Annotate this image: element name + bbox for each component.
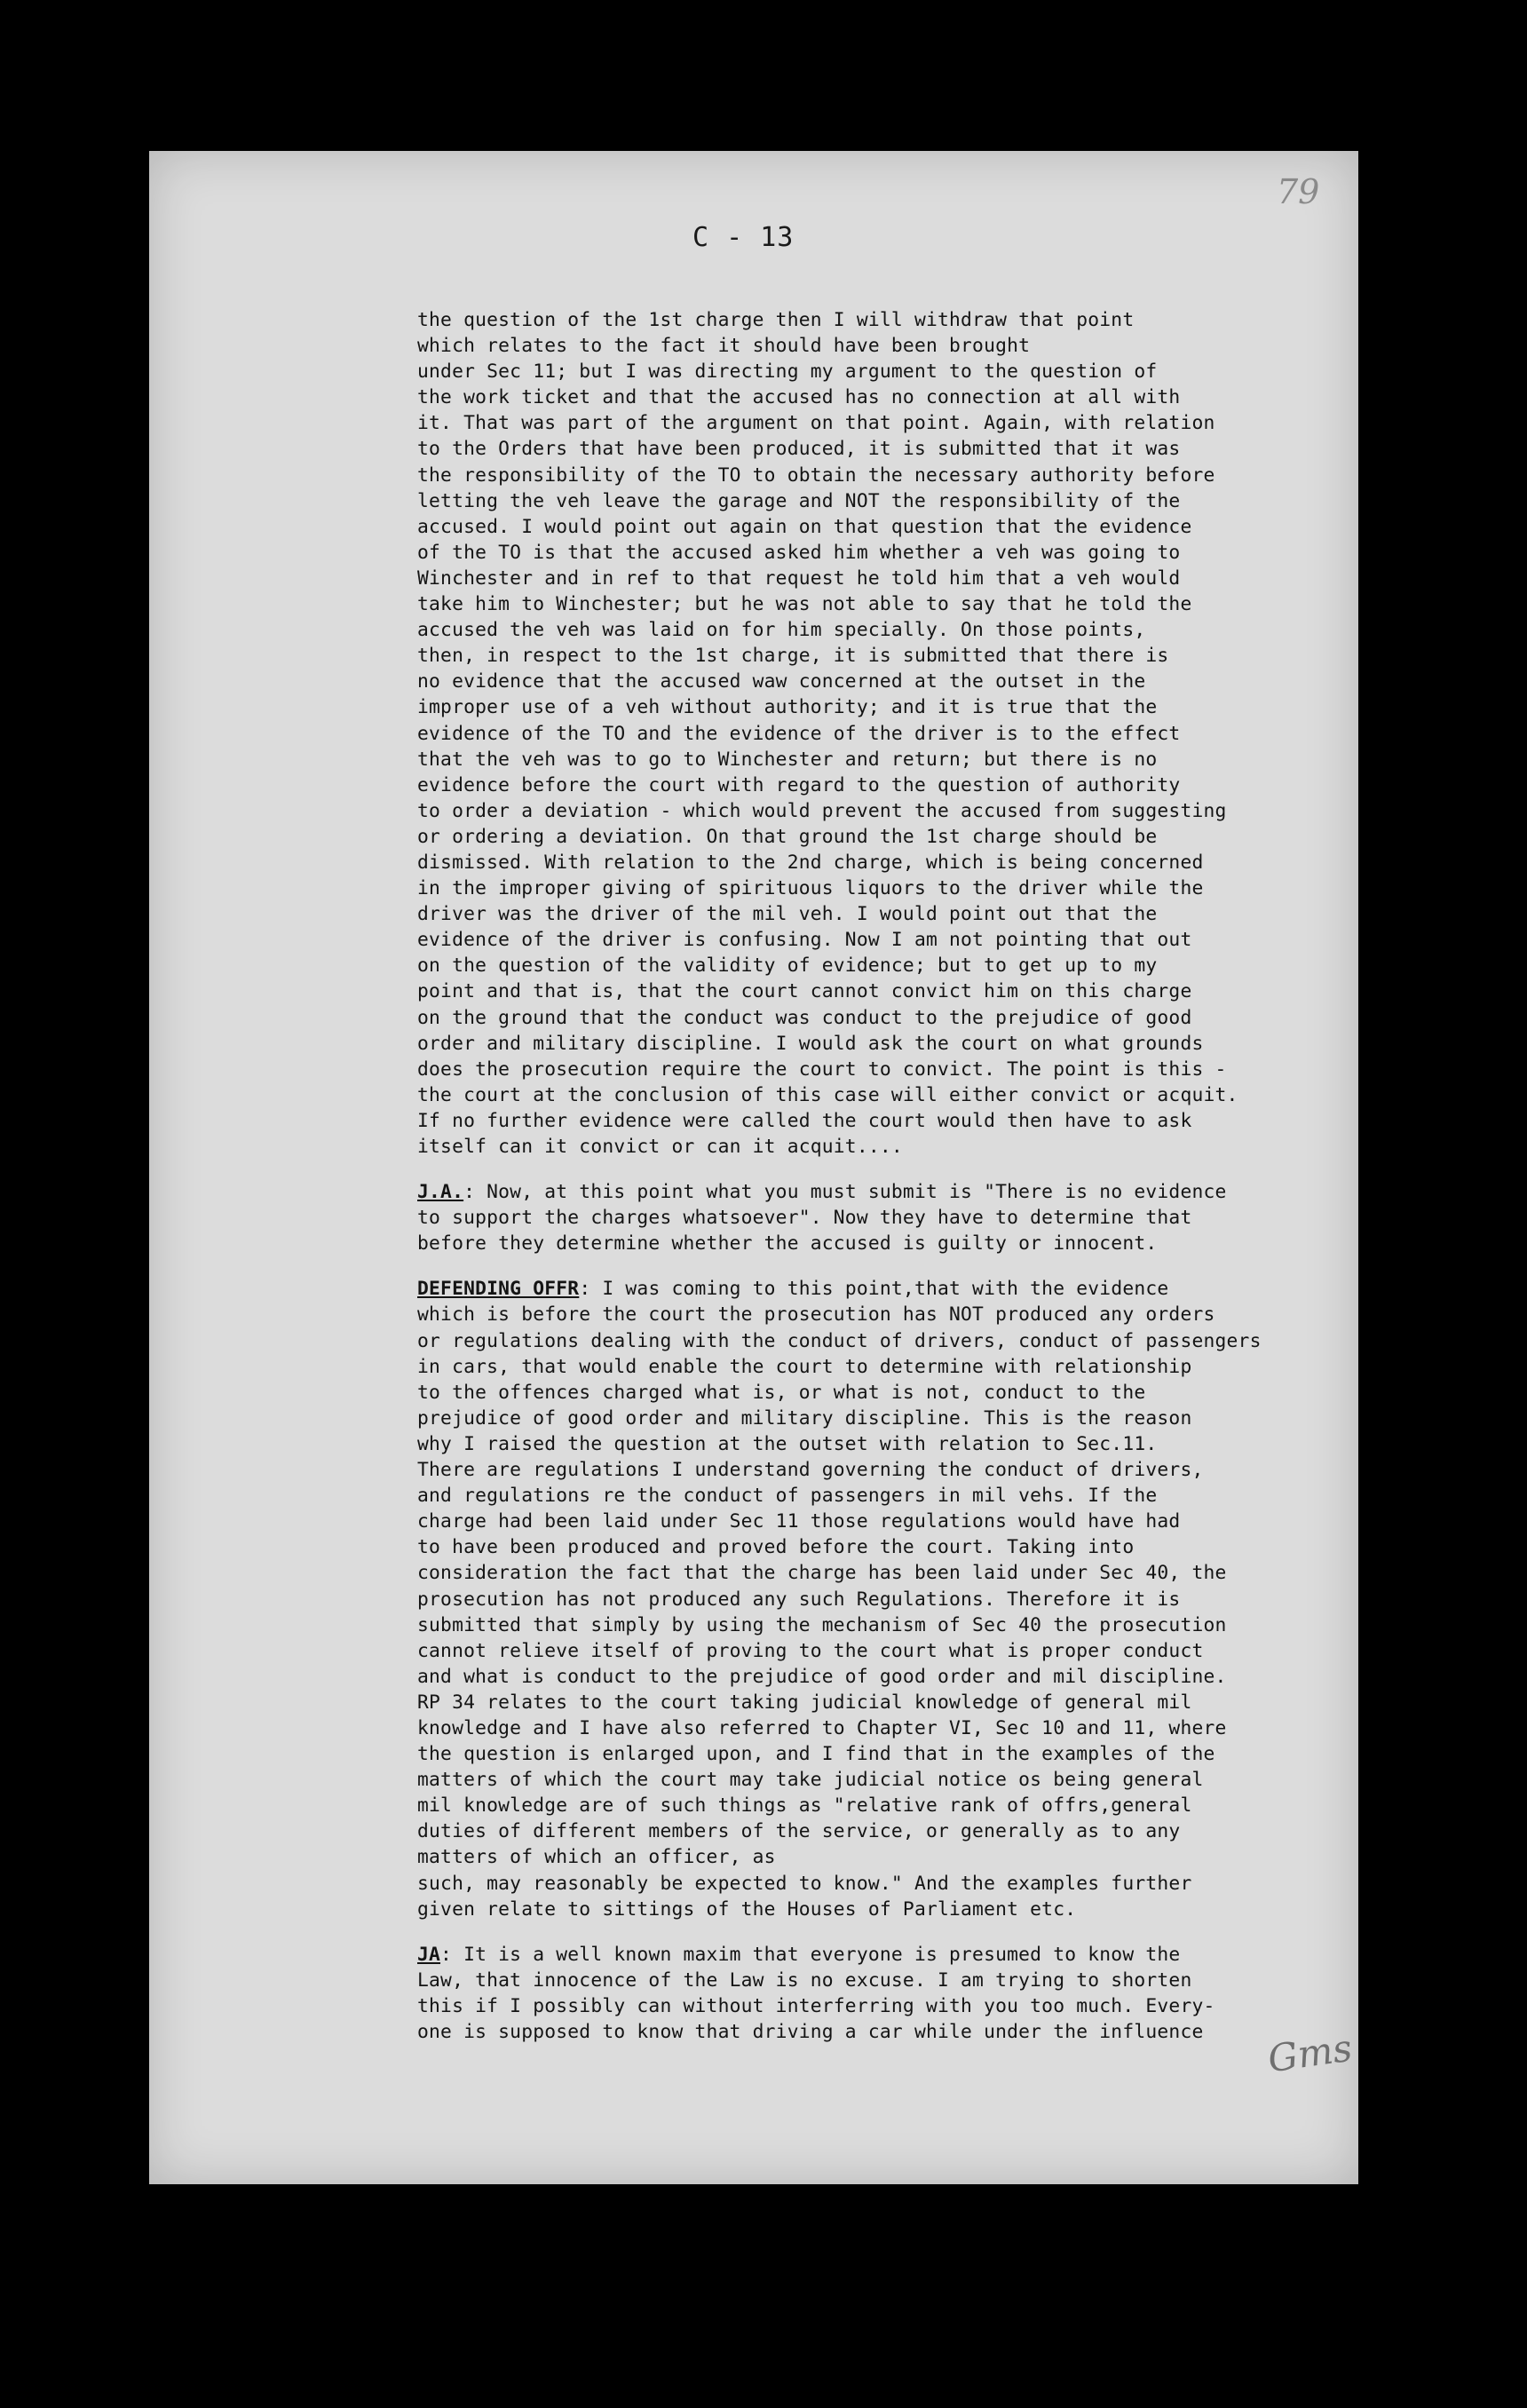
handwritten-initials: Gms xyxy=(1265,2025,1355,2081)
speaker-label: DEFENDING OFFR xyxy=(417,1278,580,1301)
paragraph-defending-officer xyxy=(417,1276,1314,1921)
page-number: C - 13 xyxy=(692,222,795,253)
speaker-label: JA xyxy=(417,1943,441,1966)
document-page xyxy=(149,151,1358,2184)
paragraph-text: the question of the 1st charge then I will withdraw that point which relates to the fact it should have been brought under Sec 11; but I was directing my argument to the question of the work ticket and that the accused has no connection at all with it. That was part of the argument on that point. Again, with relation to the Orders that have been produced, it is submitted that it was the responsibility of the TO to obtain the necessary authority before letting the veh leave the garage and NOT the responsibility of the accused. I would point out again on that question that the evidence of the TO is that the accused asked him whether a veh was going to Winchester and in ref to that request he told him that a veh would take him to Winchester; but he was not able to say that he told the accused the veh was laid on for him specially. On those points, then, in respect to the 1st charge, it is submitted that there is no evidence that the accused waw concerned at the outset in the improper use of a veh without authority; and it is true that the evidence of the TO and the evidence of the driver is to the effect that the veh was to go to Winchester and return; but there is no evidence before the court with regard to the question of authority to order a deviation - which would prevent the accused from suggesting or ordering a deviation. On that ground the 1st charge should be dismissed. With relation to the 2nd charge, which is being concerned in the improper giving of spirituous liquors to the driver while the driver was the driver of the mil veh. I would point out that the evidence of the driver is confusing. Now I am not pointing that out on the question of the validity of evidence; but to get up to my point and that is, that the court cannot convict him on this charge on the ground that the conduct was conduct to the prejudice of good order and military discipline. I would ask the court on what grounds does the prosecution require the court to convict. The point is this - the court at the conclusion of this case will either convict or acquit. If no further evidence were called the court would then have to ask itself can it convict or can it acquit.... xyxy=(417,309,1238,1158)
paragraph-ja-second xyxy=(417,1942,1314,2045)
transcript-body xyxy=(417,307,1314,2064)
paragraph-text: : I was coming to this point,that with the evidence which is before the court the prosecution has NOT produced any orders or regulations dealing with the conduct of drivers, conduct of passengers in cars, that would enable the court to determine with relationship to the offences charged what is, or what is not, conduct to the prejudice of good order and military discipline. This is the reason why I raised the question at the outset with relation to Sec.11. There are regulations I understand governing the conduct of drivers, and regulations re the conduct of passengers in mil vehs. If the charge had been laid under Sec 11 those regulations would have had to have been produced and proved before the court. Taking into consideration the fact that the charge has been laid under Sec 40, the prosecution has not produced any such Regulations. Therefore it is submitted that simply by using the mechanism of Sec 40 the prosecution cannot relieve itself of proving to the court what is proper conduct and what is conduct to the prejudice of good order and mil discipline. RP 34 relates to the court taking judicial knowledge of general mil knowledge and I have also referred to Chapter VI, Sec 10 and 11, where the question is enlarged upon, and I find that in the examples of the matters of which the court may take judicial notice os being general mil knowledge are of such things as "relative rank of offrs,general duties of different members of the service, or generally as to any matters of which an officer, as such, may reasonably be expected to know." And the examples further given relate to sittings of the Houses of Parliament etc. xyxy=(417,1278,1262,1921)
paragraph-continuation xyxy=(417,307,1314,1160)
speaker-label: J.A. xyxy=(417,1181,464,1204)
paragraph-ja xyxy=(417,1179,1314,1256)
paragraph-text: : It is a well known maxim that everyone is presumed to know the Law, that innocence of the Law is no excuse. I am trying to shorten this if I possibly can without interferring with you too much. Every- one is supposed to know that driving a car while under the influence xyxy=(417,1943,1215,2043)
paragraph-text: : Now, at this point what you must submit is "There is no evidence to support the charges whatsoever". Now they have to determine that before they determine whether the accused is guilty or innocent. xyxy=(417,1181,1227,1255)
corner-handwritten-number: 79 xyxy=(1277,172,1320,211)
